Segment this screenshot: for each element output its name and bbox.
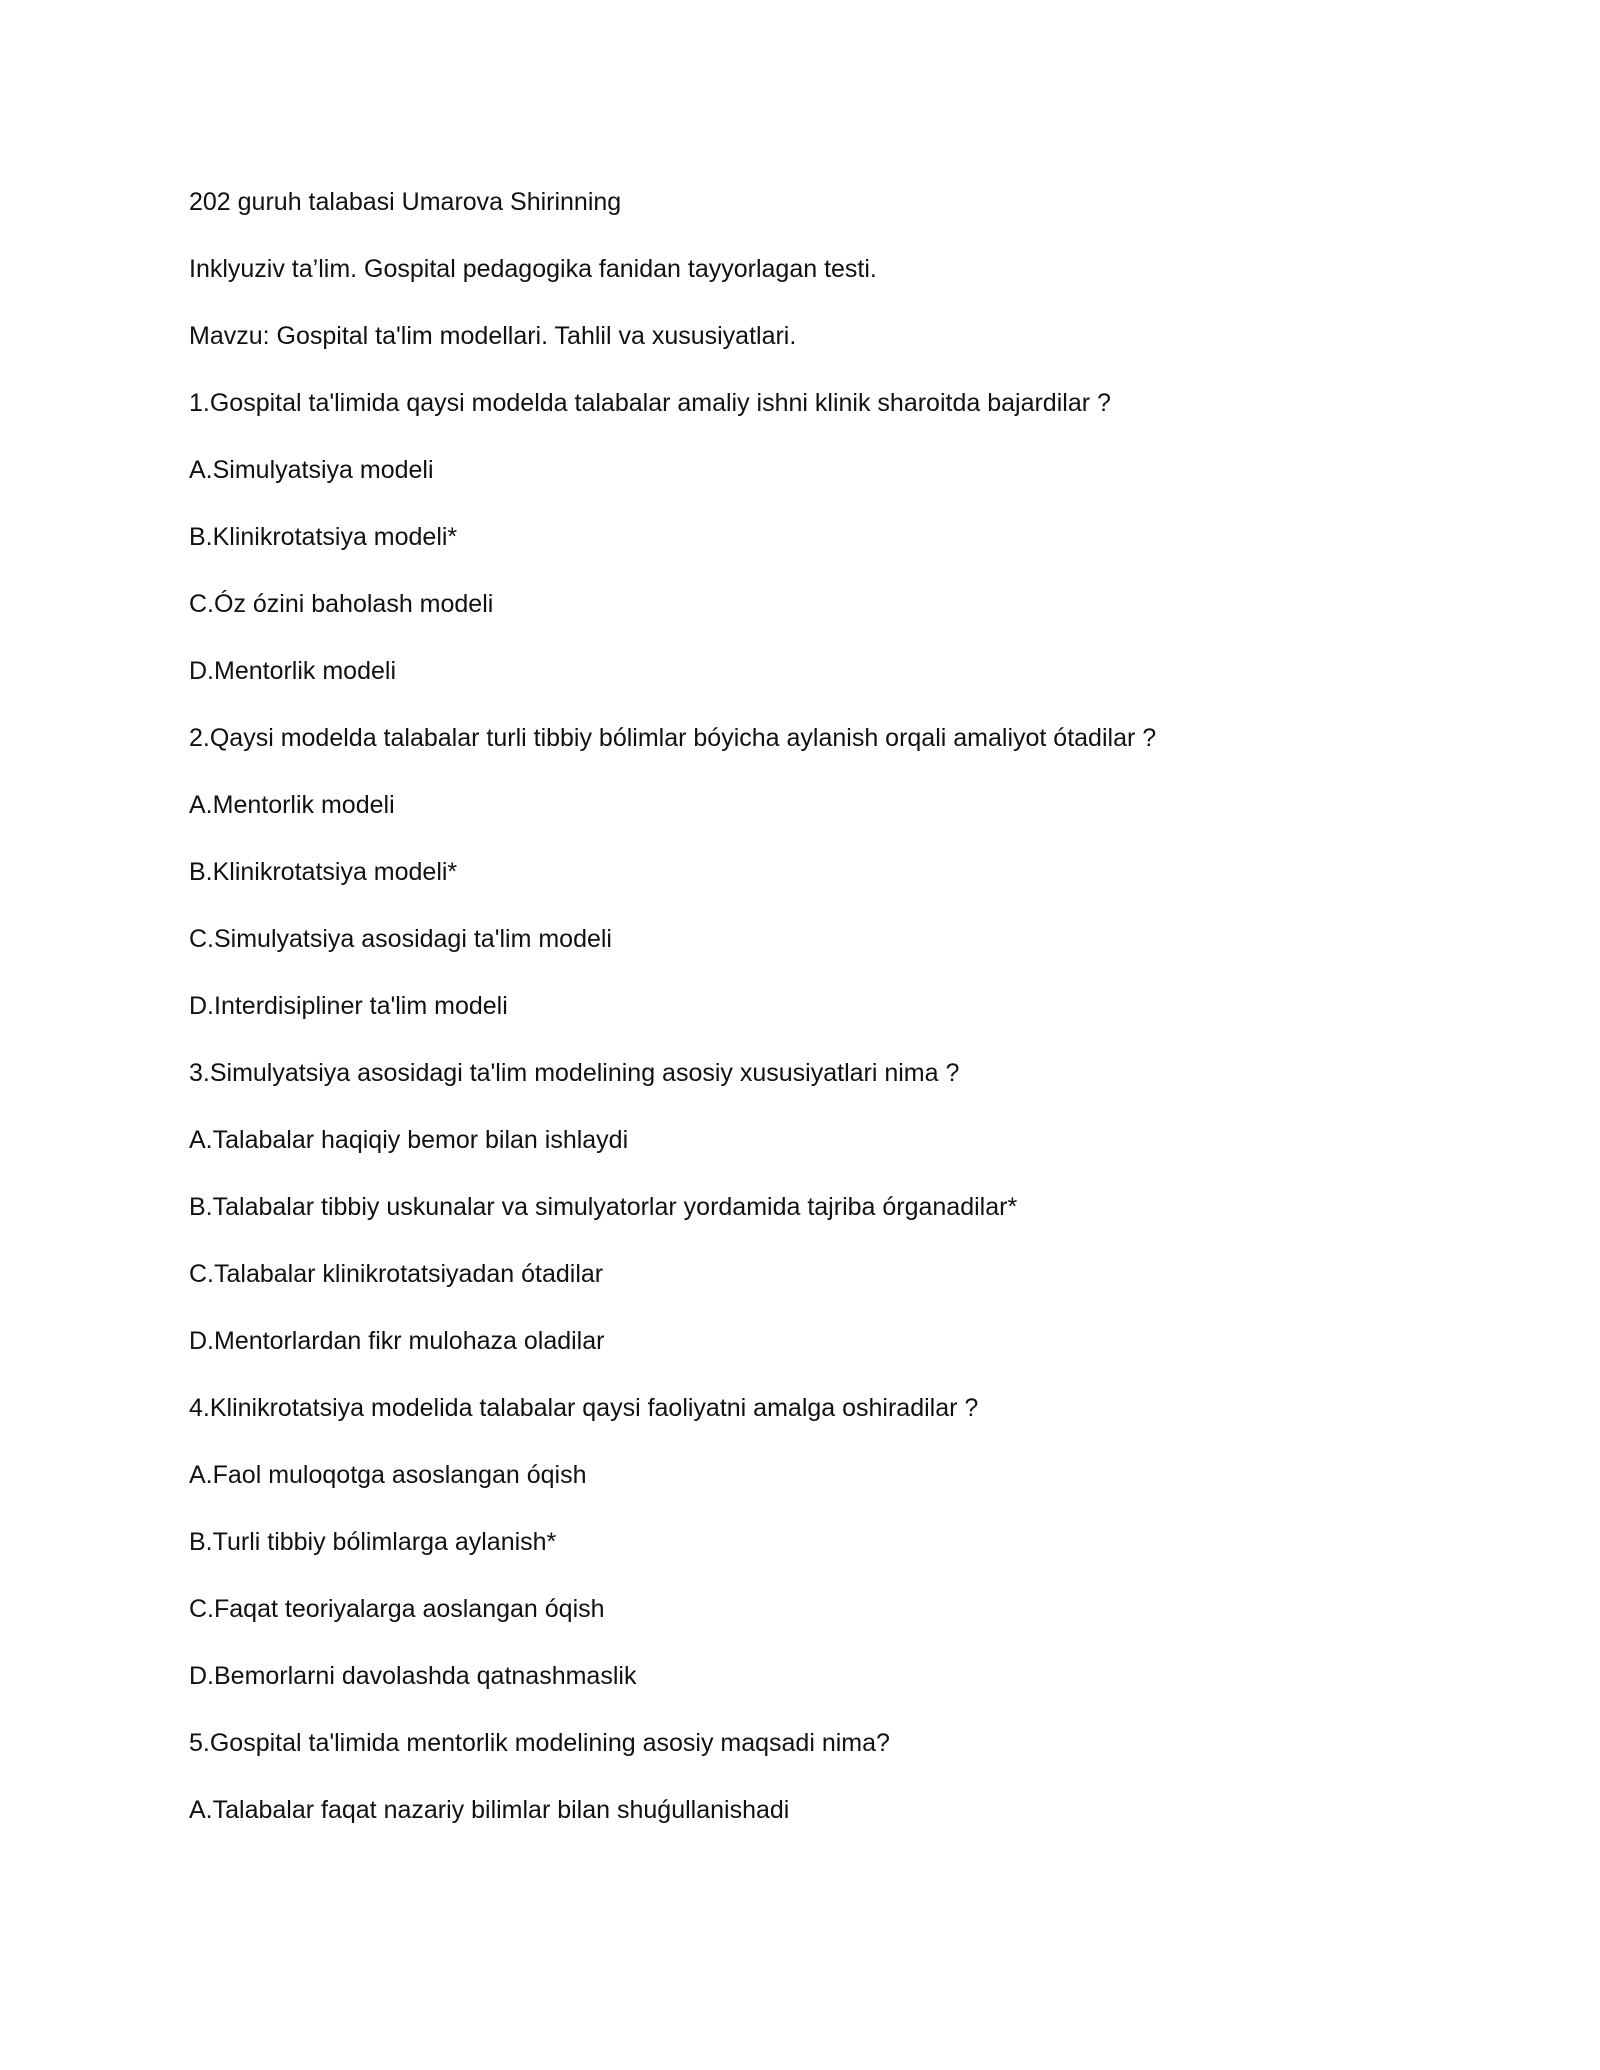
question-4-option-b: B.Turli tibbiy bólimlarga aylanish* bbox=[189, 1528, 557, 1556]
question-2-option-c: C.Simulyatsiya asosidagi ta'lim modeli bbox=[189, 925, 612, 953]
question-3-option-c: C.Talabalar klinikrotatsiyadan ótadilar bbox=[189, 1260, 604, 1288]
document-body bbox=[189, 187, 1449, 1862]
topic-line: Mavzu: Gospital ta'lim modellari. Tahlil va xususiyatlari. bbox=[189, 322, 797, 350]
question-2-option-b: B.Klinikrotatsiya modeli* bbox=[189, 858, 458, 886]
question-2: 2.Qaysi modelda talabalar turli tibbiy bólimlar bóyicha aylanish orqali amaliyot ótadilar ? bbox=[189, 724, 1157, 752]
question-1-option-b: B.Klinikrotatsiya modeli* bbox=[189, 523, 458, 551]
question-3-option-b: B.Talabalar tibbiy uskunalar va simulyatorlar yordamida tajriba órganadilar* bbox=[189, 1193, 1018, 1221]
question-2-option-a: A.Mentorlik modeli bbox=[189, 791, 395, 819]
question-3: 3.Simulyatsiya asosidagi ta'lim modelining asosiy xususiyatlari nima ? bbox=[189, 1059, 960, 1087]
question-4-option-a: A.Faol muloqotga asoslangan óqish bbox=[189, 1461, 587, 1489]
question-1-option-c: C.Óz ózini baholash modeli bbox=[189, 590, 494, 618]
question-1: 1.Gospital ta'limida qaysi modelda talabalar amaliy ishni klinik sharoitda bajardilar ? bbox=[189, 389, 1111, 417]
question-2-option-d: D.Interdisipliner ta'lim modeli bbox=[189, 992, 508, 1020]
course-line: Inklyuziv ta’lim. Gospital pedagogika fanidan tayyorlagan testi. bbox=[189, 255, 877, 283]
question-1-option-a: A.Simulyatsiya modeli bbox=[189, 456, 434, 484]
question-4-option-d: D.Bemorlarni davolashda qatnashmaslik bbox=[189, 1662, 637, 1690]
question-4: 4.Klinikrotatsiya modelida talabalar qaysi faoliyatni amalga oshiradilar ? bbox=[189, 1394, 979, 1422]
question-4-option-c: C.Faqat teoriyalarga aoslangan óqish bbox=[189, 1595, 605, 1623]
question-3-option-d: D.Mentorlardan fikr mulohaza oladilar bbox=[189, 1327, 605, 1355]
question-5-option-a: A.Talabalar faqat nazariy bilimlar bilan shuǵullanishadi bbox=[189, 1796, 790, 1824]
author-line: 202 guruh talabasi Umarova Shirinning bbox=[189, 188, 622, 216]
question-5: 5.Gospital ta'limida mentorlik modelining asosiy maqsadi nima? bbox=[189, 1729, 890, 1757]
question-1-option-d: D.Mentorlik modeli bbox=[189, 657, 397, 685]
question-3-option-a: A.Talabalar haqiqiy bemor bilan ishlaydi bbox=[189, 1126, 629, 1154]
